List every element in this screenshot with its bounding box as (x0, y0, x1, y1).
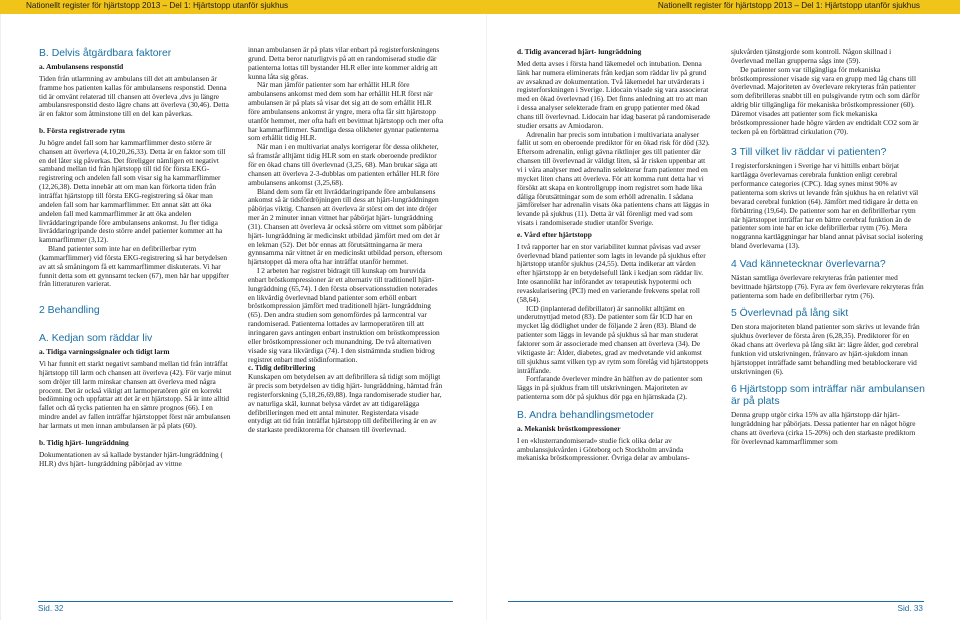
paragraph: Tiden från utlarmning av ambulans till det att ambulansen är framme hos patienten kallas för ambulansens responstid. Denna tid är omvänt relaterad till chansen att överleva ,dvs ju längre ambulansresponstid desto lägre chans att överleva (30,46). Detta är en faktor som åtminstone till en del kan påverkas. (39, 73, 229, 119)
paragraph: sjukvården tjänstgjorde som kontroll. Någon skillnad i överlevnad mellan grupperna sågs inte (59). (731, 47, 892, 65)
page-number-left: Sid. 32 (38, 604, 64, 613)
page-edge (0, 14, 1, 620)
column-3 (517, 48, 711, 463)
section-heading-b: B. Delvis åtgärdbara faktorer (39, 48, 172, 59)
paragraph: Med detta avses i första hand läkemedel och intubation. Denna länk har numera eliminerats från kedjan som räddar liv på grund av avsaknad av dokumentation. Två läkemedel har utvärderats i registerforskningen i Sverige. Lidocain visade sig vara associerat med en ökad överlevnad (16). Det finns anledning att tro att man i dessa analyser selekterade fram en grupp patienter med ökad chans till överlevnad. Lidocain har idag baserat på randomiserade studier ersatts av Amiodaron. (517, 58, 711, 130)
paragraph: Bland dem som får ett livräddaringripande före ambulansens ankomst så är tidsfördröjningen till dess att hjärt-lungräddningen påbörjas viktig. Chansen att överleva är störst om det inte dröjer mer än 2 minuter innan vittnet har påbörjat hjärt- lungräddning (31). Chansen att överleva är också större om vittnet som påbörjar hjärt- lungräddning är medicinskt utbildad jämfört med om det är en lekman (52). Det bör ennas att förutsättningarna är mera gynnsamma när vittnet är en medicinskt utbildad person, eftersom hjärtstoppet då mera ofta har inträffat utanför hemmet. (248, 186, 443, 267)
subheading-d: d. Tidig avancerad hjärt- lungräddning (517, 47, 642, 56)
subheading-a2: a. Tidiga varningssignaler och tidigt larm (39, 347, 170, 357)
section-heading-a: A. Kedjan som räddar liv (39, 333, 153, 345)
section-heading-b2: B. Andra behandlingsmetoder (517, 409, 654, 421)
paragraph: Denna grupp utgör cirka 15% av alla hjärtstopp där hjärt-lungräddning har påbörjats. Dessa patienter har en något högre chans att överleva (cirka 15-20%) och den starkaste prediktorn för överlevnad kammarflimmer som (731, 410, 916, 446)
paragraph: Kunskapen om betydelsen av att defibrillera så tidigt som möjligt är precis som betydelsen av tidig hjärt- lungräddning, hämtad från registerforskning (5,18,26,69,88). Inga randomiserade studier har, av naturliga skäl, kunnat belysa värdet av att tidigareläggа defibrilleringen med ett antal minuter. Registerdata visade entydigt att tid från inträffat hjärtstopp till defibrillering är en av de starkaste prediktorerna för chansen till överlevnad. (248, 372, 443, 435)
paragraph: Adrenalin har precis som intubation i multivariata analyser fallit ut som en oberoende prediktor för en ökad risk för död (32). Eftersom adrenalin, enligt gävna riktlinjer ges till patienter där chansen till överlevnad är väldigt liten, så är risken uppenbar att vi i våra analyser med adrenalin selekterar fram patienter med en mycket liten chans att överleva. För att komma runt detta har vi försökt att skapa en kontrollgrupp inom registret som hade lika dåliga förutsättningar som de som erhöll adrenalin. I sådana jämförelser har adrenalin visats öka patientens chans att läggas in levande på sjukhus (11). Detta är väl förenligt med vad som visats i randomiserade studier utanför Sverige. (517, 129, 710, 228)
section-heading-5: 5 Överlevnad på lång sikt (731, 308, 849, 320)
footer-rule-left (38, 601, 453, 602)
paragraph: I två rapporter har en stor variabilitet kunnat påvisas vad avser överlevnad bland patienter som lagts in levande på sjukhus efter hjärtstopp utanför sjukhus (24,55). Detta indikerar att vården efter hjärtstopp är en betydelsefull länk i kedjan som räddar liv. Inte osannolikt har införandet av terapeutisk hypotermi och revaskularisering (PCI) med en varierande frekvens spelat roll (58,64). (517, 241, 706, 304)
column-2 (248, 46, 444, 435)
paragraph: I 2 arbeten har registret bidragit till kunskap om huruvida enbart bröstkompressioner är ett alternativ till traditionell hjärt- lungräddning (65,74). I den första observationsstudien noterades en likvärdig överlevnad bland patienter som erhöll enbart bröstkompression jämfört med traditionell hjärt- lungräddning (65). Den andra studien som genomfördes på larmcentral var randomiserad. Patienterna lottades av larmoperatören till att inringaren gavs antingen enbart instruktion om bröstkompression eller bröstkompressioner och munandning. De två alternativen visade sig vara likvärdiga (74). I den sistnämnda studien bidrog registret enbart med stödinformation. (248, 266, 440, 364)
running-header-left: Nationellt register för hjärtstopp 2013 – Del 1: Hjärtstopp utanför sjukhus (26, 1, 289, 10)
paragraph: Dokumentationen av så kallade bystander hjärt-lungräddning ( HLR) dvs hjärt- lungräddning påbörjad av vittne (39, 449, 223, 468)
column-4 (731, 48, 925, 447)
subheading-a3: a. Mekanisk bröstkompressioner (517, 423, 621, 433)
paragraph: Nästan samtliga överlevare rekryteras från patienter med bevittnade hjärtstopp (76). Fyra av fem överlevare rekryteras från patienterna som hade en defibrillerbar rytm (76). (731, 272, 924, 300)
section-heading-6: 6 Hjärtstopp som inträffar när ambulansen är på plats (731, 384, 925, 408)
paragraph: Ju högre andel fall som har kammarflimmer desto större är chansen att överleva (4,10,20,26,33). Detta är en faktor som till en del låter sig påverkas. Det föreligger nämligen ett negativt samband mellan tid från hjärtstopp till tid för första EKG-registrering och andelen fall som visar sig ha kammarflimmer (12,26,38). Detta innebär att om man kan förkorta tiden från inträffat hjärtstopp till första EKG-registrering så ökar man andelen fall som har kammarflimmer. Ett annat sätt att öka andelen fall med kammarflimmer är att öka andelen livräddaringripande före ambulansens ankomst. Ju fler tidiga livräddaringripande desto större andel patienter kommer att ha kammarflimmer (3,12). (39, 137, 226, 245)
paragraph: Vi har funnit ett starkt negativt samband mellan tid från inträffat hjärtstopp till larm och chansen att överleva (42). För varje minut som dröjer till larm minskar chansen att överleva med några procent. Det är också viktigt att larmoperatören gör en korrekt bedömning och uppfattar att det är ett hjärtstopp. Så är inte alltid fallet och då tycks patienten ha en sämre prognos (66). I en mindre andel av fallen inträffar hjärtstoppet först när ambulansen har larmats ut men innan ambulansen är på plats (60). (39, 359, 232, 430)
section-heading-4: 4 Vad kännetecknar överlevarna? (731, 258, 886, 270)
paragraph: Den stora majoriteten bland patienter som skrivs ut levande från sjukhus överlever de första åren (6,28,35). Prediktorer för en ökad chans att överleva på lång sikt är: lägre ålder, god cerebral funktion vid utskrivningen, frånvaro av hjärt-sjukdom innan hjärtstoppet inträffade samt behandling med betablockerare vid utskrivningen (6). (731, 322, 920, 376)
paragraph: När man jämför patienter som har erhållit HLR före ambulansens ankomst med dem som har erhållit HLR först när ambulansen är på plats så visar det sig att de som erhållit HLR före ambulansens ankomst är yngre, mera ofta får sitt hjärtstopp utanför hemmet, mer ofta haft ett bevittnat hjärtstopp och mer ofta har kammarflimmer. Samtliga dessa olikheter gynnar patienterna som erhållit tidig HLR. (248, 80, 444, 143)
subheading-a: a. Ambulansens responstid (39, 62, 124, 71)
running-header-right: Nationellt register för hjärtstopp 2013 – Del 1: Hjärtstopp utanför sjukhus (657, 1, 920, 10)
paragraph: Bland patienter som inte har en defibrillerbar rytm (kammarflimmer) vid första EKG-registrering så har betydelsen av att så småningom få ett kammarflimmer diskuterats. Vi har funnit detta som ett gynnsamt tecken (67), men här har uppgifter från litteraturen varierat. (39, 244, 229, 289)
subheading-b: b. Första registrerade rytm (39, 126, 125, 136)
subheading-c: c. Tidig defibrillering (248, 363, 316, 373)
paragraph: innan ambulansen är på plats vilar enbart på registerforskningens grund. Detta beror naturligtvis på att en randomiserad studie där patienterna lottas till bystander HLR eller inte kommer aldrig att kunna låta sig göras. (248, 45, 440, 81)
page-number-right: Sid. 33 (897, 604, 923, 613)
column-1 (39, 48, 232, 468)
section-heading-2: 2 Behandling (39, 305, 100, 317)
paragraph: När man i en multivariat analys korrigerar för dessa olikheter, så framstår alltjämt tidig HLR som en stark oberoende prediktor för en ökad chans till överlevnad (3,25, 68). Man brukar säga att chansen att överleva 2-3-dubblas om patienten erhåller HLR före ambulansens ankomst (3,25,68). (248, 142, 440, 187)
footer-rule-right (508, 601, 924, 602)
paragraph: ICD (inplanterad defibrillator) är sannolikt alltjämt en underutnyttjad metod (83). De patienter som får ICD har en mycket låg dödlighet under de följande 2 åren (83). Bland de patienter som läggs in levande på sjukhus så har man studerat faktorer som är associerade med chansen att överleva (34). De viktigaste är: Ålder, diabetes, grad av medvetande vid ankomst till sjukhus samt vilken typ av rytm som förelåg vid hjärtstoppets inträffande. (517, 303, 709, 375)
paragraph: Fortfarande överlever mindre än hälften av de patienter som läggs in på sjukhus fram till utskrivningen. Majoriteten av patienterna som dör på sjukhus dör pga en hjärnskada (2). (517, 374, 703, 402)
subheading-e: e. Vård efter hjärtstopp (517, 229, 592, 239)
paragraph: I registerforskningen i Sverige har vi hittills enbart börjat kartlägga överlevarnas cerebrala funktion enligt cerebral performance categories (CPC). Idag synes minst 90% av patienterna som skrivs ut levande från sjukhus ha en relativt väl bevarad cerebral funktion (64). Jämfört med tidigare år detta en förbättring (19,64). De patienter som har en defibrillerbar rytm när hjärtstoppet inträffar har en bättre cerebral funktion än de patienter som inte har en icke defibrillerbar rytm (76). Mera noggranna kartläggningar har bland annat påvisat social isolering bland överlevarna (13). (731, 161, 923, 251)
paragraph: De patienter som var tillgängliga för mekaniska bröstkompressioner visade sig vara en grupp med låg chans till överlevnad. Majoriteten av överlevare rekryteras från patienter som defibrilleras snabbt till en pulsgivande rytm och som därför aldrig blir tillgängliga för mekaniska bröstkompressioner (60). Däremot visades att patienter som fick mekaniska bröstkompressioner hade högre värden av endtidalt CO2 som är tecken på en förbättrad cirkulation (70). (731, 64, 920, 136)
subheading-b2: b. Tidig hjärt- lungräddning (39, 437, 129, 447)
section-heading-3: 3 Till vilket liv räddar vi patienten? (731, 147, 887, 159)
page-gutter (486, 14, 487, 620)
paragraph: I en «klusterrandomiserad» studie fick olika delar av ambulanssjukvården i Göteborg och Stockholm använda mekaniska bröstkompressioner. Övriga delar av ambulans- (517, 435, 690, 463)
